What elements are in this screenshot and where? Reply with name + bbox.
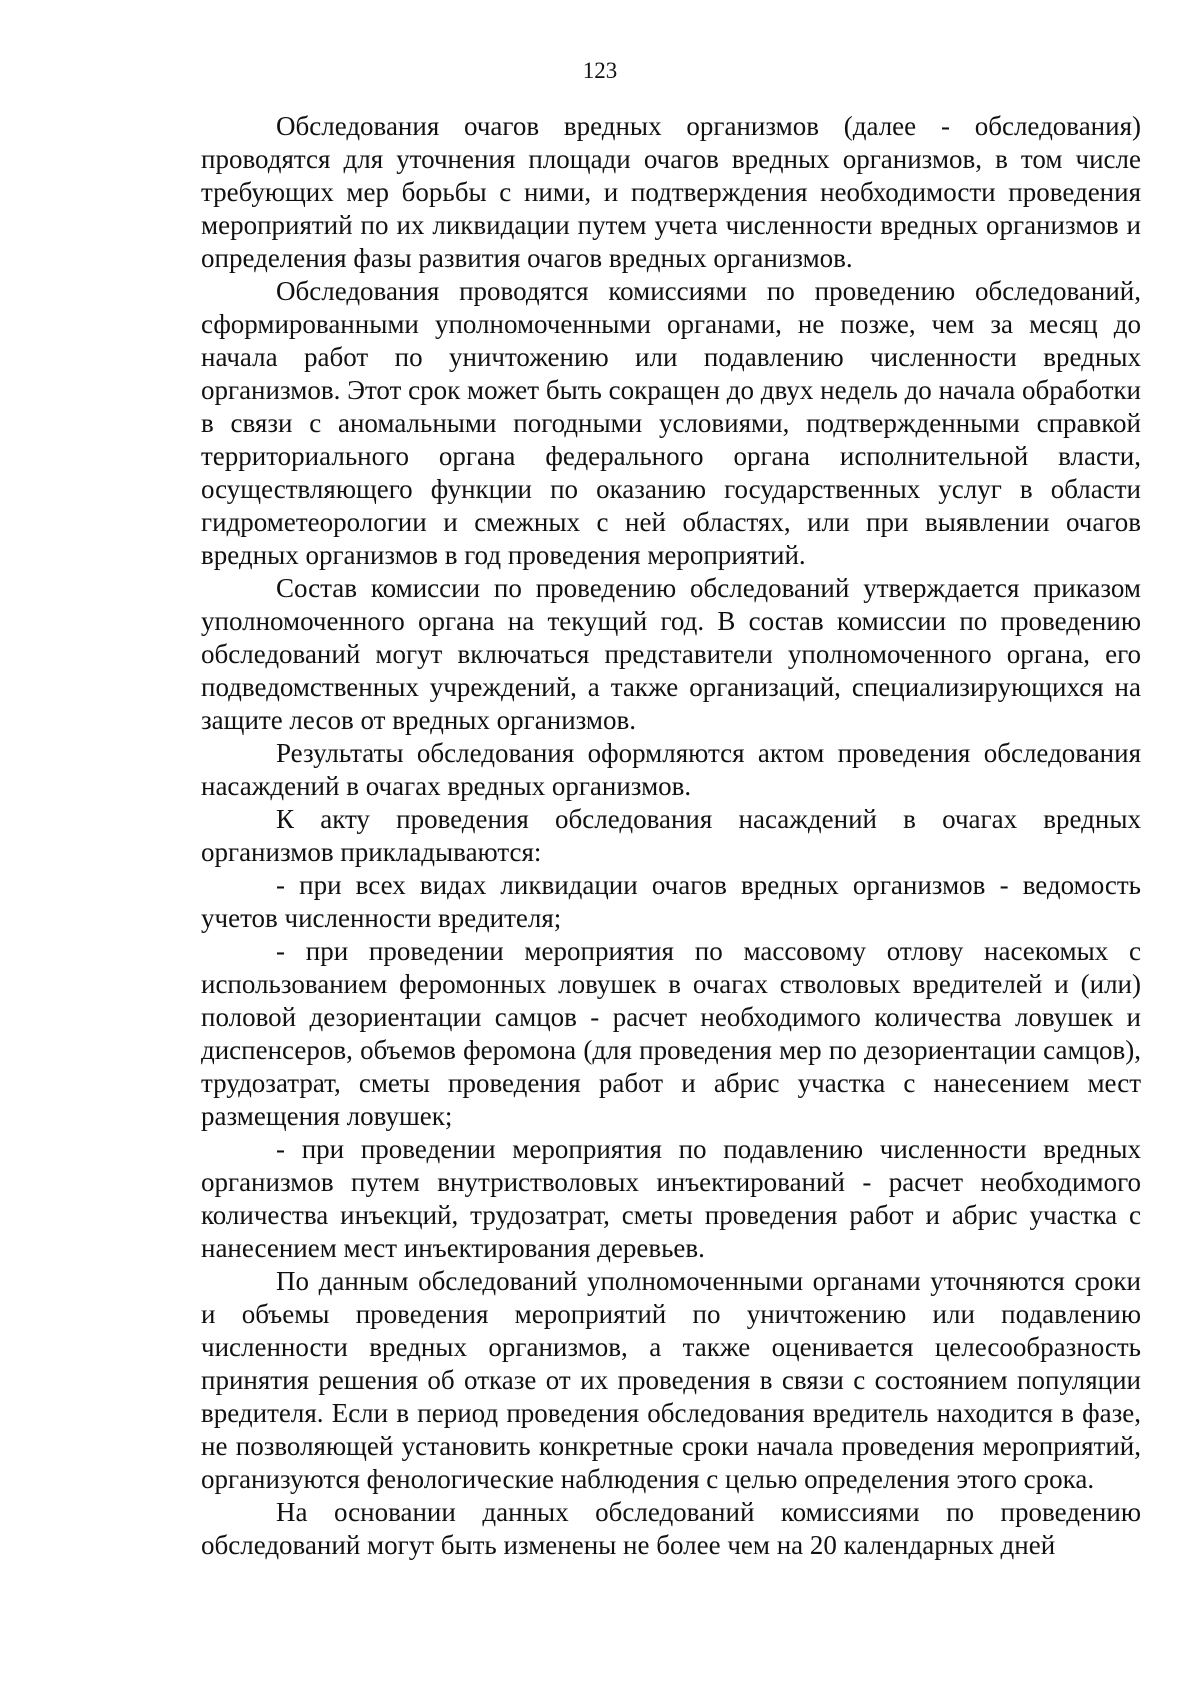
paragraph-survey-purpose: Обследования очагов вредных организмов (далее - обследования) проводятся для уточнения площади очагов вредных организмов, в том числе требующих мер борьбы с ними, и подтверждения необходимости проведения мероприятий по их ликвидации путем учета численности вредных организмов и определения фазы развития очагов вредных организмов. <box>201 111 1141 273</box>
list-item-liquidation: - при всех видах ликвидации очагов вредных организмов - ведомость учетов численности вредителя; <box>201 870 1141 933</box>
list-item-pheromone-traps: - при проведении мероприятия по массовому отлову насекомых с использованием феромонных ловушек в очагах стволовых вредителей и (или) половой дезориентации самцов - расчет необходимого количества ловушек и диспенсеров, объемов феромона (для проведения мер по дезориентации самцов), трудозатрат, сметы проведения работ и абрис участка с нанесением мест размещения ловушек; <box>201 936 1141 1131</box>
document-body <box>201 110 1141 1562</box>
list-item-injections: - при проведении мероприятия по подавлению численности вредных организмов путем внутристволовых инъектирований - расчет необходимого количества инъекций, трудозатрат, сметы проведения работ и абрис участка с нанесением мест инъектирования деревьев. <box>201 1134 1141 1263</box>
page-number: 123 <box>582 58 618 83</box>
paragraph-survey-results: Результаты обследования оформляются актом проведения обследования насаждений в очагах вредных организмов. <box>201 738 1141 801</box>
paragraph-act-attachments: К акту проведения обследования насаждений в очагах вредных организмов прикладываются: <box>201 804 1141 867</box>
paragraph-survey-commissions: Обследования проводятся комиссиями по проведению обследований, сформированными уполномоченными органами, не позже, чем за месяц до начала работ по уничтожению или подавлению численности вредных организмов. Этот срок может быть сокращен до двух недель до начала обработки в связи с аномальными погодными условиями, подтвержденными справкой территориального органа федерального органа исполнительной власти, осуществляющего функции по оказанию государственных услуг в области гидрометеорологии и смежных с ней областях, или при выявлении очагов вредных организмов в год проведения мероприятий. <box>201 276 1141 570</box>
paragraph-survey-data: По данным обследований уполномоченными органами уточняются сроки и объемы проведения мероприятий по уничтожению или подавлению численности вредных организмов, а также оценивается целесообразность принятия решения об отказе от их проведения в связи с состоянием популяции вредителя. Если в период проведения обследования вредитель находится в фазе, не позволяющей установить конкретные сроки начала проведения мероприятий, организуются фенологические наблюдения с целью определения этого срока. <box>201 1266 1141 1494</box>
paragraph-commission-composition: Состав комиссии по проведению обследований утверждается приказом уполномоченного органа на текущий год. В состав комиссии по проведению обследований могут включаться представители уполномоченного органа, его подведомственных учреждений, а также организаций, специализирующихся на защите лесов от вредных организмов. <box>201 573 1141 735</box>
paragraph-date-changes: На основании данных обследований комиссиями по проведению обследований могут быть изменены не более чем на 20 календарных дней <box>201 1497 1141 1560</box>
